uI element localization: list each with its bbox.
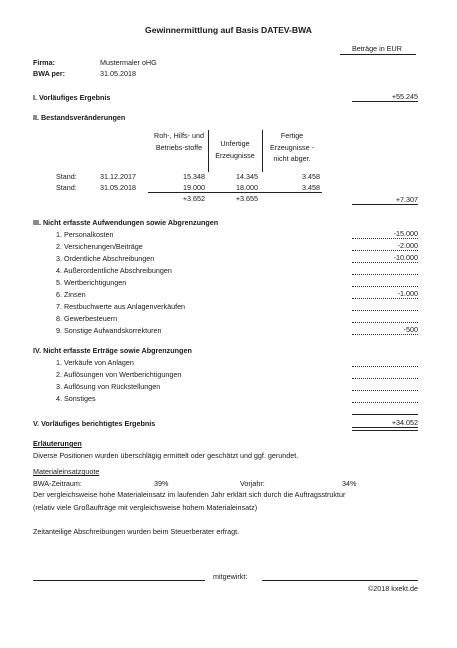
s3-dotline [352,298,418,299]
bwa-zeitraum-value: 39% [154,479,169,488]
currency-note: Beträge in EUR [352,44,402,53]
section5-topline [352,414,418,415]
firma-label: Firma: [33,58,55,67]
section2-total-underline [352,204,418,205]
col-divider-1 [208,130,209,172]
s3-item-label: 6. Zinsen [56,290,86,299]
diff-rhb: +3.652 [182,194,205,203]
row1-value-unfertig: 14.345 [236,172,258,181]
row1-value-fertig: 3.458 [302,172,320,181]
row1-label: Stand: [56,172,77,181]
erlaeuterungen-heading: Erläuterungen [33,439,82,448]
s3-item-label: 2. Versicherungen/Beiträge [56,242,143,251]
diff-unfertig: +3.655 [235,194,258,203]
section5-double-underline [352,427,418,431]
section4-label: IV. Nicht erfasste Erträge sowie Abgrenzungen [33,346,192,355]
col-header-rhb: Roh-, Hilfs- und Betriebs-stoffe [154,131,204,152]
col-divider-2 [262,130,263,172]
page-title: Gewinnermittlung auf Basis DATEV-BWA [145,25,312,35]
s3-dotline [352,334,418,335]
signature-line-left [33,580,205,581]
s3-dotline [352,250,418,251]
s4-dotline [352,402,418,403]
row2-value-rhb: 19.000 [183,183,205,192]
row2-date: 31.05.2018 [100,183,136,192]
col-header-unfertig: Unfertige Erzeugnisse [215,139,255,160]
s4-item-label: 2. Auflösungen von Wertberichtigungen [56,370,182,379]
currency-underline [340,54,416,55]
s3-dotline [352,238,418,239]
row1-value-rhb: 15.348 [183,172,205,181]
s3-item-value: -15.000 [393,229,418,238]
signature-line-right [262,580,418,581]
s4-item-label: 4. Sonstiges [56,394,96,403]
section2-total: +7.307 [395,195,418,204]
materialeinsatz-heading: Materialeinsatzquote [33,467,100,476]
s3-item-label: 4. Außerordentliche Abschreibungen [56,266,172,275]
section5-label: V. Vorläufiges berichtigtes Ergebnis [33,419,156,428]
s4-item-label: 3. Auflösung von Rückstellungen [56,382,161,391]
section1-underline [352,101,418,102]
section3-label: III. Nicht erfasste Aufwendungen sowie Abgrenzungen [33,218,219,227]
s3-item-label: 8. Gewerbesteuern [56,314,118,323]
vorjahr-label: Vorjahr: [240,479,265,488]
row1-date: 31.12.2017 [100,172,136,181]
abschreibungen-note: Zeitanteilige Abschreibungen wurden beim Steuerberater erfragt. [33,527,240,536]
s3-item-label: 1. Personalkosten [56,230,114,239]
row2-label: Stand: [56,183,77,192]
bwa-label: BWA per: [33,69,66,78]
bwa-value: 31.05.2018 [100,69,136,78]
s3-dotline [352,274,418,275]
s3-item-value: -2.000 [397,241,418,250]
s3-item-label: 7. Restbuchwerte aus Anlagenverkäufen [56,302,186,311]
firma-value: Mustermaler oHG [100,58,157,67]
s3-item-label: 3. Ordentliche Abschreibungen [56,254,155,263]
s3-item-value: -1.000 [397,289,418,298]
s3-item-label: 5. Wertberichtigungen [56,278,127,287]
s4-item-label: 1. Verkäufe von Anlagen [56,358,134,367]
section2-label: II. Bestandsveränderungen [33,113,126,122]
section1-label: I. Vorläufiges Ergebnis [33,93,111,102]
section1-value: +55.245 [391,92,418,101]
s3-item-value: -10.000 [393,253,418,262]
s3-dotline [352,286,418,287]
s3-dotline [352,322,418,323]
s4-dotline [352,378,418,379]
s3-dotline [352,262,418,263]
section5-value: +34.052 [391,418,418,427]
vorjahr-value: 34% [342,479,357,488]
row2-value-unfertig: 18.000 [236,183,258,192]
s4-dotline [352,366,418,367]
copyright: ©2018 kxekt.de [367,584,418,593]
signature-label: mitgewirkt: [213,572,248,581]
s4-dotline [352,390,418,391]
diff-underline [148,192,322,193]
s3-dotline [352,310,418,311]
col-header-fertig: Fertige Erzeugnisse - nicht abger. [270,131,314,163]
s3-item-label: 9. Sonstige Aufwandskorrekturen [56,326,162,335]
row2-value-fertig: 3.458 [302,183,320,192]
s3-item-value: -500 [403,325,418,334]
materialeinsatz-line2: (relativ viele Großaufträge mit vergleichsweise hohem Materialeinsatz) [33,503,258,512]
materialeinsatz-line1: Der vergleichsweise hohe Materialeinsatz im laufenden Jahr erklärt sich durch die Auftragsstruktur [33,490,346,499]
erlaeuterungen-text: Diverse Positionen wurden überschlägig ermittelt oder geschätzt und ggf. gerundet. [33,451,299,460]
bwa-zeitraum-label: BWA-Zeitraum: [33,479,82,488]
